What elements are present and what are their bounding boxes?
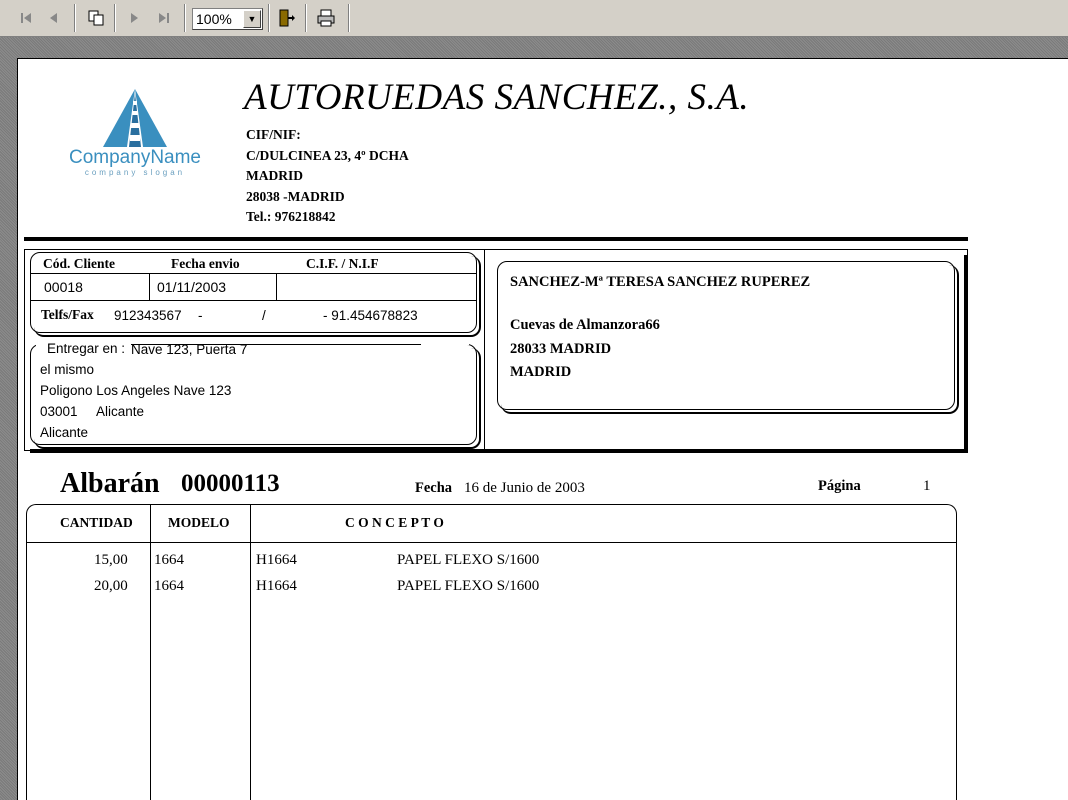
delivery-line2: el mismo (40, 362, 95, 377)
row-modelo: 1664 (154, 578, 184, 594)
recipient-street: Cuevas de Almanzora66 (510, 317, 660, 333)
next-page-icon[interactable] (122, 6, 146, 30)
telfax-label: Telfs/Fax (41, 307, 94, 322)
company-cif: CIF/NIF: (246, 127, 301, 142)
prev-page-icon[interactable] (42, 6, 66, 30)
pagina-label: Página (818, 478, 861, 494)
col-concepto: C O N C E P T O (345, 515, 444, 530)
row-code: H1664 (256, 578, 297, 594)
fecha-label: Fecha (415, 480, 453, 496)
company-postal: 28038 -MADRID (246, 189, 345, 204)
header-divider (24, 237, 968, 241)
row-code: H1664 (256, 552, 297, 568)
ship-date: 01/11/2003 (157, 279, 227, 295)
col-modelo: MODELO (168, 515, 230, 530)
exit-icon[interactable] (275, 6, 299, 30)
recipient-province: MADRID (510, 364, 572, 380)
company-phone: Tel.: 976218842 (246, 209, 336, 224)
delivery-province: Alicante (40, 425, 89, 440)
client-code: 00018 (44, 279, 83, 295)
col-cantidad: CANTIDAD (60, 515, 133, 530)
company-logo (60, 87, 210, 182)
report-page (17, 58, 1068, 800)
delivery-label: Entregar en : (47, 341, 126, 356)
recipient-postal-city: 28033 MADRID (510, 341, 612, 357)
phone-slash: / (262, 308, 266, 323)
row-cantidad: 15,00 (94, 552, 128, 568)
logo-slogan: company slogan (84, 168, 186, 177)
delivery-postal: 03001 (40, 404, 78, 419)
company-address: C/DULCINEA 23, 4º DCHA (246, 148, 409, 163)
company-name: AUTORUEDAS SANCHEZ., S.A. (244, 77, 750, 118)
print-icon[interactable] (314, 6, 338, 30)
row-concepto: PAPEL FLEXO S/1600 (397, 552, 540, 568)
cif-label: C.I.F. / N.I.F (306, 256, 379, 271)
delivery-city: Alicante (96, 404, 145, 419)
row-modelo: 1664 (154, 552, 184, 568)
row-cantidad: 20,00 (94, 578, 128, 594)
items-table (26, 504, 957, 800)
zoom-value: 100% (196, 11, 232, 27)
pagina-value: 1 (923, 478, 931, 494)
row-concepto: PAPEL FLEXO S/1600 (397, 578, 540, 594)
client-fax: - 91.454678823 (323, 308, 418, 323)
albaran-title: Albarán (60, 468, 160, 499)
ship-date-label: Fecha envio (171, 256, 240, 271)
recipient-name: SANCHEZ-Mª TERESA SANCHEZ RUPEREZ (510, 274, 811, 290)
last-page-icon[interactable] (152, 6, 176, 30)
albaran-number: 00000113 (181, 470, 280, 497)
delivery-line1: Nave 123, Puerta 7 (131, 342, 248, 357)
client-phone: 912343567 (114, 308, 182, 323)
zoom-select[interactable] (192, 8, 263, 30)
delivery-line3: Poligono Los Angeles Nave 123 (40, 383, 232, 398)
chevron-down-icon[interactable]: ▼ (243, 10, 261, 28)
company-city: MADRID (246, 168, 303, 183)
copy-icon[interactable] (84, 6, 108, 30)
first-page-icon[interactable] (14, 6, 38, 30)
logo-name: CompanyName (69, 147, 201, 168)
phone-dash: - (198, 308, 203, 323)
fecha-value: 16 de Junio de 2003 (464, 480, 585, 496)
client-code-label: Cód. Cliente (43, 256, 115, 271)
viewer-toolbar (0, 0, 1068, 37)
